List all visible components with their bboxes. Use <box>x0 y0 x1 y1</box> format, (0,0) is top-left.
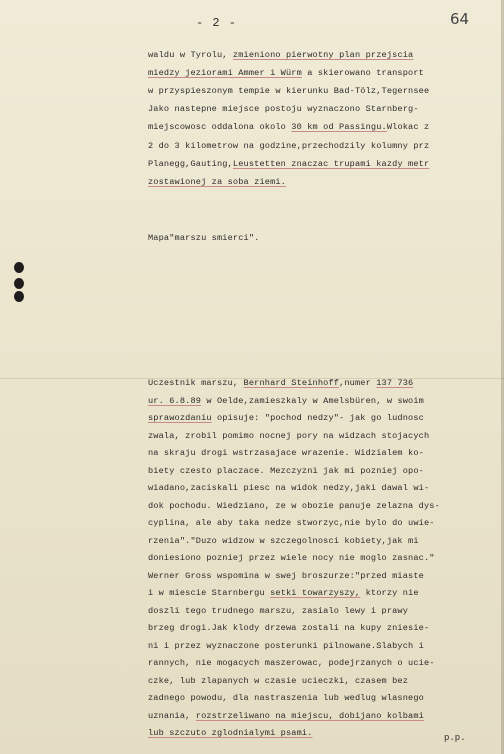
text-segment: ktorzy nie <box>360 588 419 598</box>
text-segment: w przyspieszonym tempie w kierunku Bad-Tölz,Tegernsee <box>148 86 430 97</box>
text-line <box>148 517 435 529</box>
text-line <box>148 622 429 634</box>
underlined-segment: zmieniono pierwotny plan przejscia <box>232 50 414 60</box>
map-caption: Mapa"marszu smierci". <box>148 233 260 243</box>
text-line <box>148 430 429 442</box>
text-segment: wiadano,zaciskali piesc na widok nedzy,jaki dawal wi- <box>148 483 430 493</box>
text-segment: rzenia"."Duzo widzow w szczegolnosci kobiety,jak mi <box>148 535 419 546</box>
text-line <box>148 447 424 459</box>
text-segment: i w miescie Starnbergu <box>148 588 271 598</box>
text-line <box>148 605 408 617</box>
text-segment: miejscowosc oddalona okolo <box>148 122 292 133</box>
text-line <box>148 412 424 424</box>
underlined-segment: ur. 6.8.89 <box>148 395 202 406</box>
underlined-segment: lub szczuto zglodnialymi psami. <box>148 728 313 738</box>
punch-hole <box>14 262 24 273</box>
text-line <box>148 67 424 79</box>
text-line <box>148 535 419 547</box>
text-line <box>148 675 408 687</box>
text-segment: w Oelde,zamieszkaly w Amelsbüren, w swoim <box>201 395 424 406</box>
continuation-mark: p.p. <box>444 733 466 743</box>
text-segment: biety czesto placzace. Mezczyzni jak mi pozniej opo- <box>148 465 424 476</box>
text-segment: a skierowano transport <box>301 68 424 79</box>
underlined-segment: Leustetten znaczac trupami kazdy metr <box>232 158 430 169</box>
text-segment: 2 do 3 kilometrow na godzine,przechodzily kolumny prz <box>148 140 430 151</box>
text-line <box>148 587 419 599</box>
text-line <box>148 500 440 512</box>
folio-number: 64 <box>450 10 470 28</box>
text-line <box>148 103 419 115</box>
underlined-segment: sprawozdaniu <box>148 413 212 423</box>
punch-hole <box>14 291 24 302</box>
text-segment: ,numer <box>339 378 377 388</box>
text-line <box>148 176 286 188</box>
text-segment: opisuje: "pochod nedzy"- jak go ludnosc <box>211 413 424 423</box>
text-line <box>148 692 424 704</box>
text-line <box>148 570 424 582</box>
text-segment: Werner Gross wspomina w swej broszurze:"przed miaste <box>148 570 424 581</box>
text-segment: doszli tego trudnego marszu, zasialo lewy i prawy <box>148 605 409 616</box>
text-segment: doniesiono pozniej przez wiele nocy nie moglo zasnac." <box>148 553 435 563</box>
text-segment: dok pochodu. Wiedziano, ze w obozie panuje zelazna dys- <box>148 500 440 511</box>
punch-hole <box>14 278 24 289</box>
underlined-segment: Bernhard Steinhoff <box>243 378 340 388</box>
page-number: - 2 - <box>196 16 238 30</box>
text-segment: ni i przez wyznaczone posterunki pilnowane.Slabych i <box>148 640 424 651</box>
text-line <box>148 640 424 652</box>
underlined-segment: miedzy jeziorami Ammer i Würm <box>148 68 302 79</box>
text-segment: zwala, zrobil pomimo nocnej pory na widzach stojacych <box>148 430 430 441</box>
text-line <box>148 395 424 407</box>
underlined-segment: setki towarzyszy, <box>270 588 361 598</box>
text-line <box>148 377 413 389</box>
text-segment: brzeg drogi.Jak klody drzewa zostali na kupy zniesie- <box>148 623 430 633</box>
text-line <box>148 121 429 133</box>
text-segment: czke, lub zlapanych w czasie ucieczki, czasem bez <box>148 675 409 686</box>
text-line <box>148 552 435 564</box>
text-segment: cyplina, ale aby taka nedze stworzyc,nie bylo do uwie- <box>148 518 435 528</box>
text-line <box>148 85 429 97</box>
text-segment: rannych, nie mogacych maszerowac, podejrzanych o ucie- <box>148 658 435 668</box>
underlined-segment: rozstrzeliwano na miejscu, dobijano kolbami <box>195 710 424 721</box>
text-segment: uznania, <box>148 710 196 721</box>
text-segment: Planegg,Gauting, <box>148 158 233 169</box>
text-line <box>148 140 429 152</box>
text-line <box>148 482 429 494</box>
text-segment: waldu w Tyrolu, <box>148 50 233 60</box>
text-segment: Wlokac z <box>386 122 430 133</box>
text-line <box>148 465 424 477</box>
text-line <box>148 158 429 170</box>
underlined-segment: 137 736 <box>376 378 414 388</box>
text-segment: zadnego powodu, dla nastraszenia lub wedlug wlasnego <box>148 693 424 703</box>
text-line <box>148 657 435 669</box>
text-line <box>148 49 413 61</box>
text-segment: Uczestnik marszu, <box>148 378 244 388</box>
text-segment: Jako nastepne miejsce postoju wyznaczono Starnberg- <box>148 104 419 115</box>
underlined-segment: zostawionej za soba ziemi. <box>148 176 286 187</box>
text-segment: na skraju drogi wstrzasajace wrazenie. Widzialem ko- <box>148 448 424 458</box>
text-line <box>148 710 424 722</box>
text-line <box>148 727 313 739</box>
underlined-segment: 30 km od Passingu. <box>291 122 387 133</box>
